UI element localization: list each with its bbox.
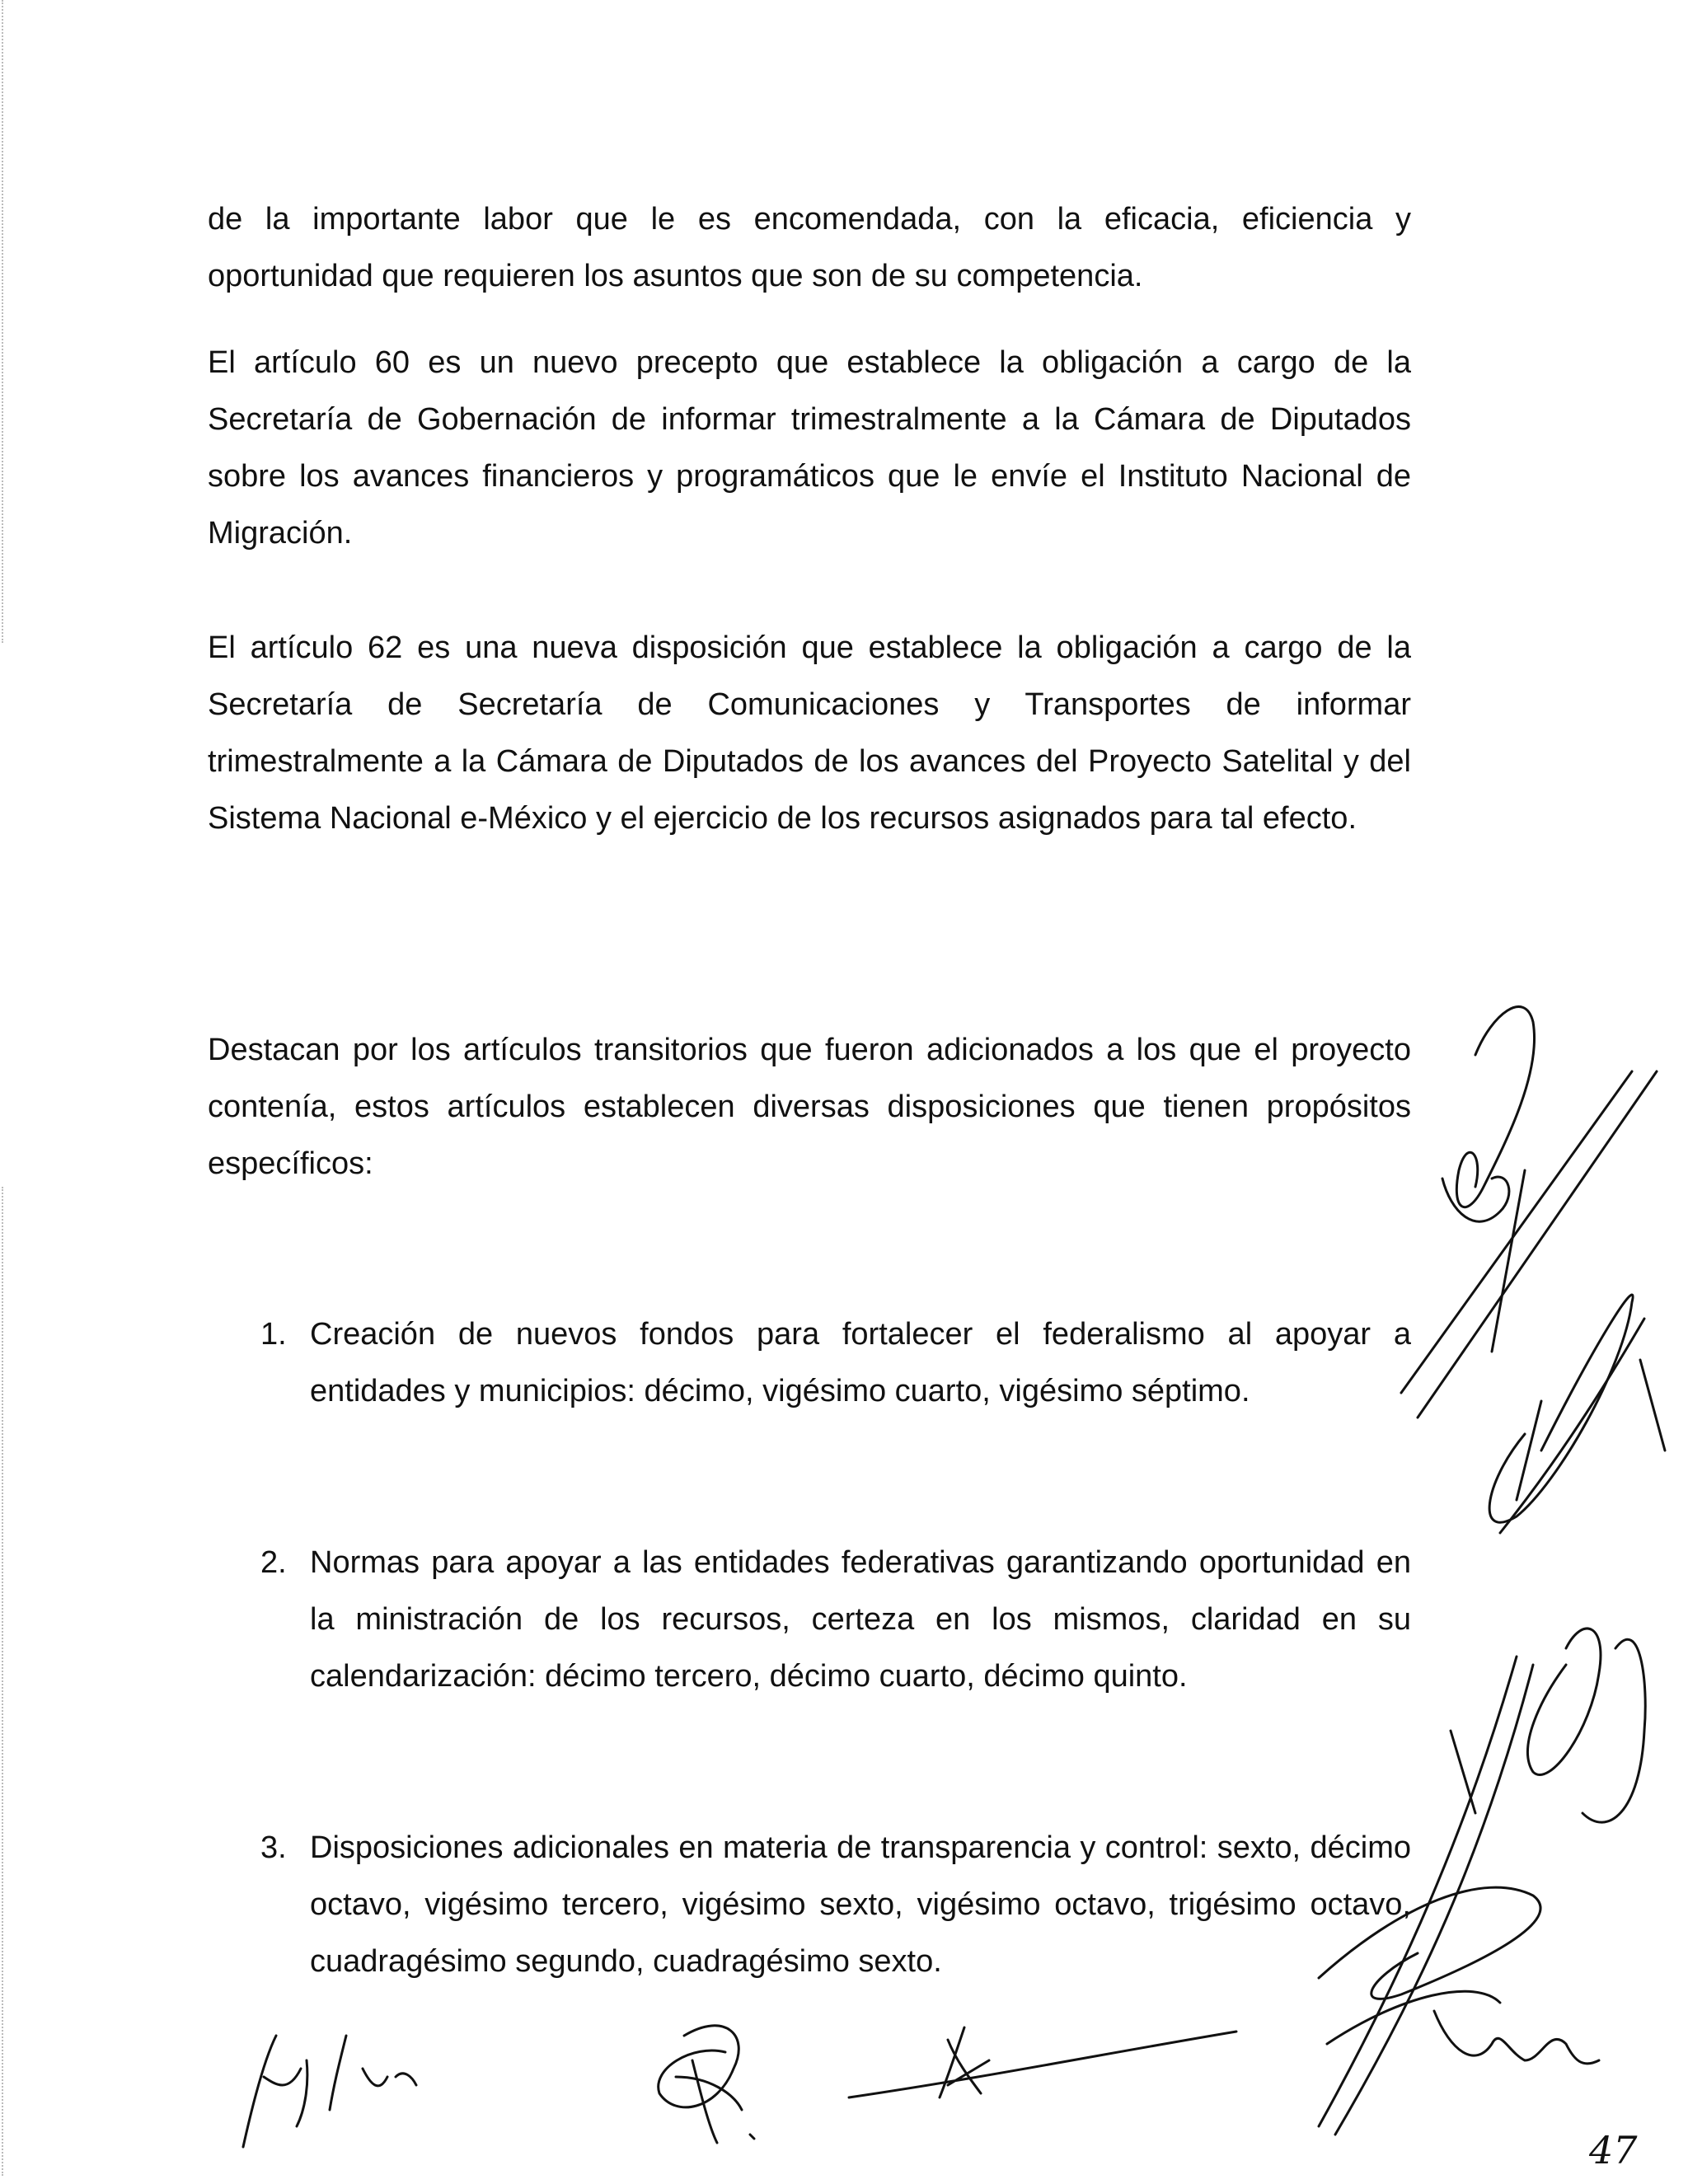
list-text: Creación de nuevos fondos para fortalecer el federalismo al apoyar a entidades y municipios: décimo, vigésimo cuarto, vigésimo séptimo. — [310, 1317, 1411, 1408]
signature-stroke — [1517, 1401, 1541, 1500]
list-item-2 — [208, 1535, 1411, 1705]
paragraph-article-62: El artículo 62 es una nueva disposición que establece la obligación a cargo de la Secretaría de Secretaría de Comunicaciones y Transportes de informar trimestralmente a la Cámara de Diputados de los avances del Proyecto Satelital y del Sistema Nacional e-México y el ejercicio de los recursos asignados para tal efecto. — [208, 630, 1411, 836]
list-text: Disposiciones adicionales en materia de transparencia y control: sexto, décimo octavo, vigésimo tercero, vigésimo sexto, vigésimo octavo, trigésimo octavo, cuadragésimo segundo, cuadragésimo sexto. — [310, 1830, 1411, 1979]
signature-stroke — [1434, 2011, 1599, 2064]
list-number: 3. — [260, 1830, 287, 1865]
signature-stroke — [1528, 1629, 1601, 1774]
signature-stroke — [659, 2026, 754, 2143]
paragraph-intro: de la importante labor que le es encomendada, con la eficacia, eficiencia y oportunidad que requieren los asuntos que son de su competencia. — [208, 202, 1411, 293]
scan-margin-artifact — [2, 0, 8, 643]
signature-stroke — [1640, 1360, 1665, 1451]
list-item — [208, 1306, 1411, 1420]
signature-stroke — [849, 2027, 1236, 2097]
signature-stroke — [1418, 1071, 1657, 1418]
list-item — [208, 1820, 1411, 1990]
list-number: 1. — [260, 1317, 287, 1352]
signature-stroke — [1492, 1170, 1525, 1352]
paragraph-article-60: El artículo 60 es un nuevo precepto que establece la obligación a cargo de la Secretaría de Gobernación de informar trimestralmente a la Cámara de Diputados sobre los avances financieros y programáticos que le envíe el Instituto Nacional de Migración. — [208, 345, 1411, 551]
list-item — [208, 1535, 1411, 1705]
scan-margin-artifact — [2, 1187, 8, 2176]
list-number: 2. — [260, 1545, 287, 1580]
signature-stroke — [1500, 1319, 1644, 1533]
signature-stroke — [1582, 1639, 1645, 1822]
list-item-1 — [208, 1306, 1411, 1420]
signature-stroke — [1451, 1731, 1475, 1813]
page-number: 47 — [1589, 2128, 1638, 2172]
signature-stroke — [1327, 1991, 1500, 2044]
signature-stroke — [1489, 1295, 1633, 1522]
signature-stroke — [1456, 1006, 1534, 1207]
signature-stroke — [1442, 1177, 1509, 1221]
signature-stroke — [1401, 1071, 1632, 1393]
signature-stroke — [243, 2036, 416, 2147]
paragraph-transitorios: Destacan por los artículos transitorios que fueron adicionados a los que el proyecto contenía, estos artículos establecen diversas disposiciones que tienen propósitos específicos: — [208, 1033, 1411, 1181]
list-text: Normas para apoyar a las entidades federativas garantizando oportunidad en la ministración de los recursos, certeza en los mismos, claridad en su calendarización: décimo tercero, décimo cuarto, décimo quinto. — [310, 1545, 1411, 1694]
list-item-3 — [208, 1820, 1411, 1990]
